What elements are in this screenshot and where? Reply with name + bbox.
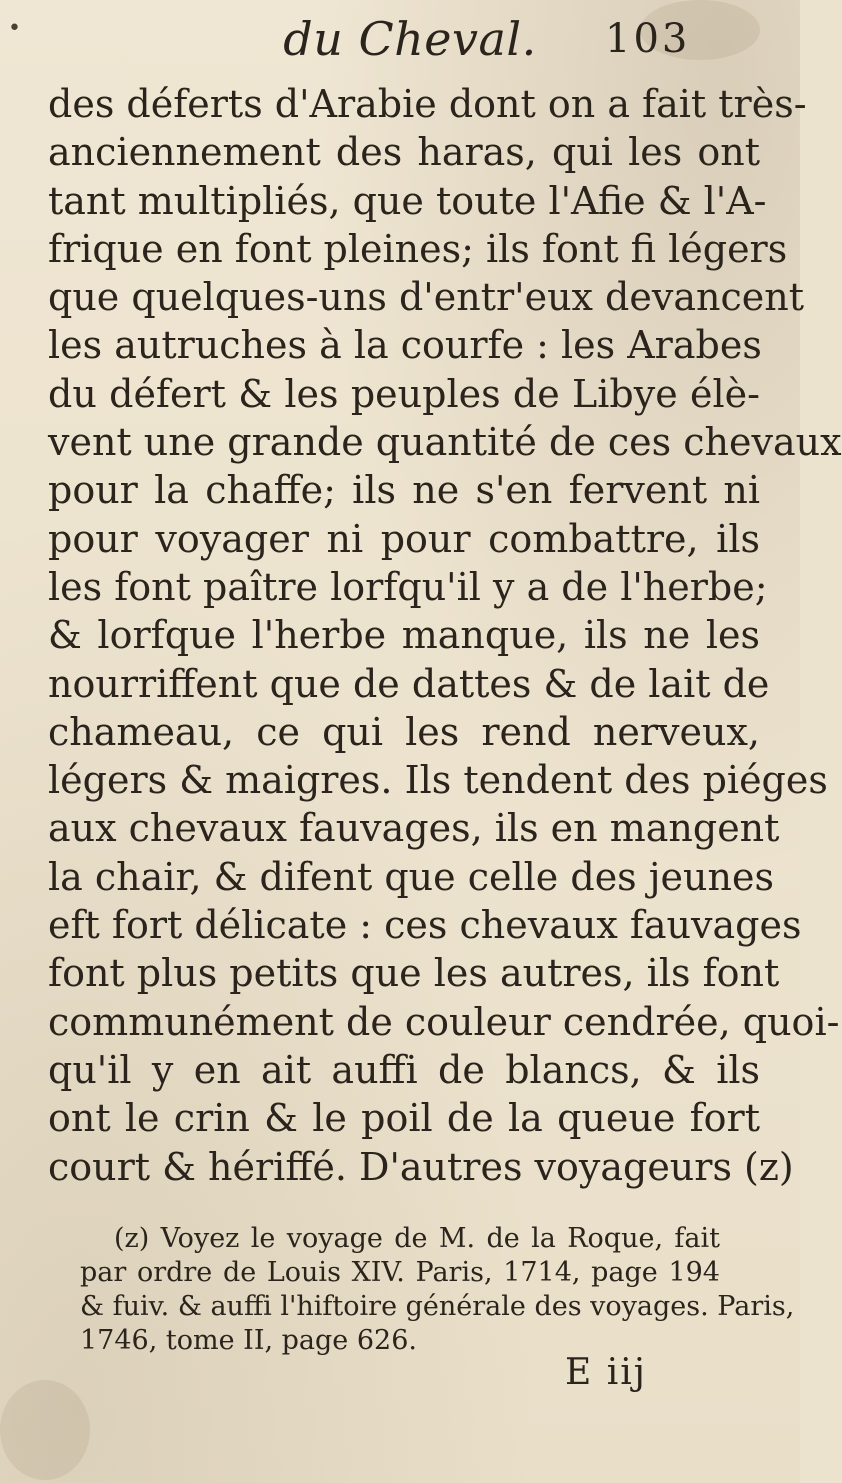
paper-stain (0, 1380, 90, 1480)
footnote-line: par ordre de Louis XIV. Paris, 1714, page 194 (80, 1257, 720, 1288)
text-line: eft fort délicate : ces chevaux fauvages (48, 903, 802, 948)
text-line: du défert & les peuples de Libye élè- (48, 371, 760, 416)
text-line: que quelques-uns d'entr'eux devancent (48, 275, 804, 320)
signature-mark: E iij (565, 1352, 647, 1393)
text-line: les autruches à la courfe : les Arabes (48, 323, 762, 368)
text-line: les font paître lorfqu'il y a de l'herbe; (48, 564, 768, 609)
text-line: communément de couleur cendrée, quoi- (48, 999, 840, 1044)
text-line: nourriffent que de dattes & de lait de (48, 661, 770, 706)
text-line: frique en font pleines; ils font fi légers (48, 226, 788, 271)
page-header (0, 12, 800, 68)
text-line: des déferts d'Arabie dont on a fait très- (48, 82, 807, 126)
text-line: chameau, ce qui les rend nerveux, (48, 709, 760, 754)
footnote-line: & fuiv. & auffi l'hiftoire générale des voyages. Paris, (80, 1291, 795, 1322)
text-line: court & hériffé. D'autres voyageurs (z) (48, 1144, 794, 1189)
text-line: pour la chaffe; ils ne s'en fervent ni (48, 468, 760, 513)
footnote (80, 1222, 795, 1358)
text-line: légers & maigres. Ils tendent des piéges (48, 758, 828, 803)
footnote-line: 1746, tome II, page 626. (80, 1325, 417, 1356)
footnote-line: (z) Voyez le voyage de M. de la Roque, fait (114, 1223, 720, 1254)
text-line: qu'il y en ait auffi de blancs, & ils (48, 1047, 760, 1092)
text-line: vent une grande quantité de ces chevaux (48, 420, 842, 465)
running-title: du Cheval. (283, 12, 537, 66)
main-text (48, 80, 842, 1191)
text-line: la chair, & difent que celle des jeunes (48, 854, 774, 899)
text-line: aux chevaux fauvages, ils en mangent (48, 806, 780, 851)
text-line: font plus petits que les autres, ils font (48, 951, 780, 996)
page-number: 103 (605, 16, 691, 62)
text-line: ont le crin & le poil de la queue fort (48, 1096, 760, 1141)
header-mark: • (8, 16, 21, 41)
text-line: anciennement des haras, qui les ont (48, 130, 760, 175)
text-line: pour voyager ni pour combattre, ils (48, 516, 760, 561)
text-line: & lorfque l'herbe manque, ils ne les (48, 613, 760, 658)
text-line: tant multipliés, que toute l'Afie & l'A- (48, 178, 767, 223)
